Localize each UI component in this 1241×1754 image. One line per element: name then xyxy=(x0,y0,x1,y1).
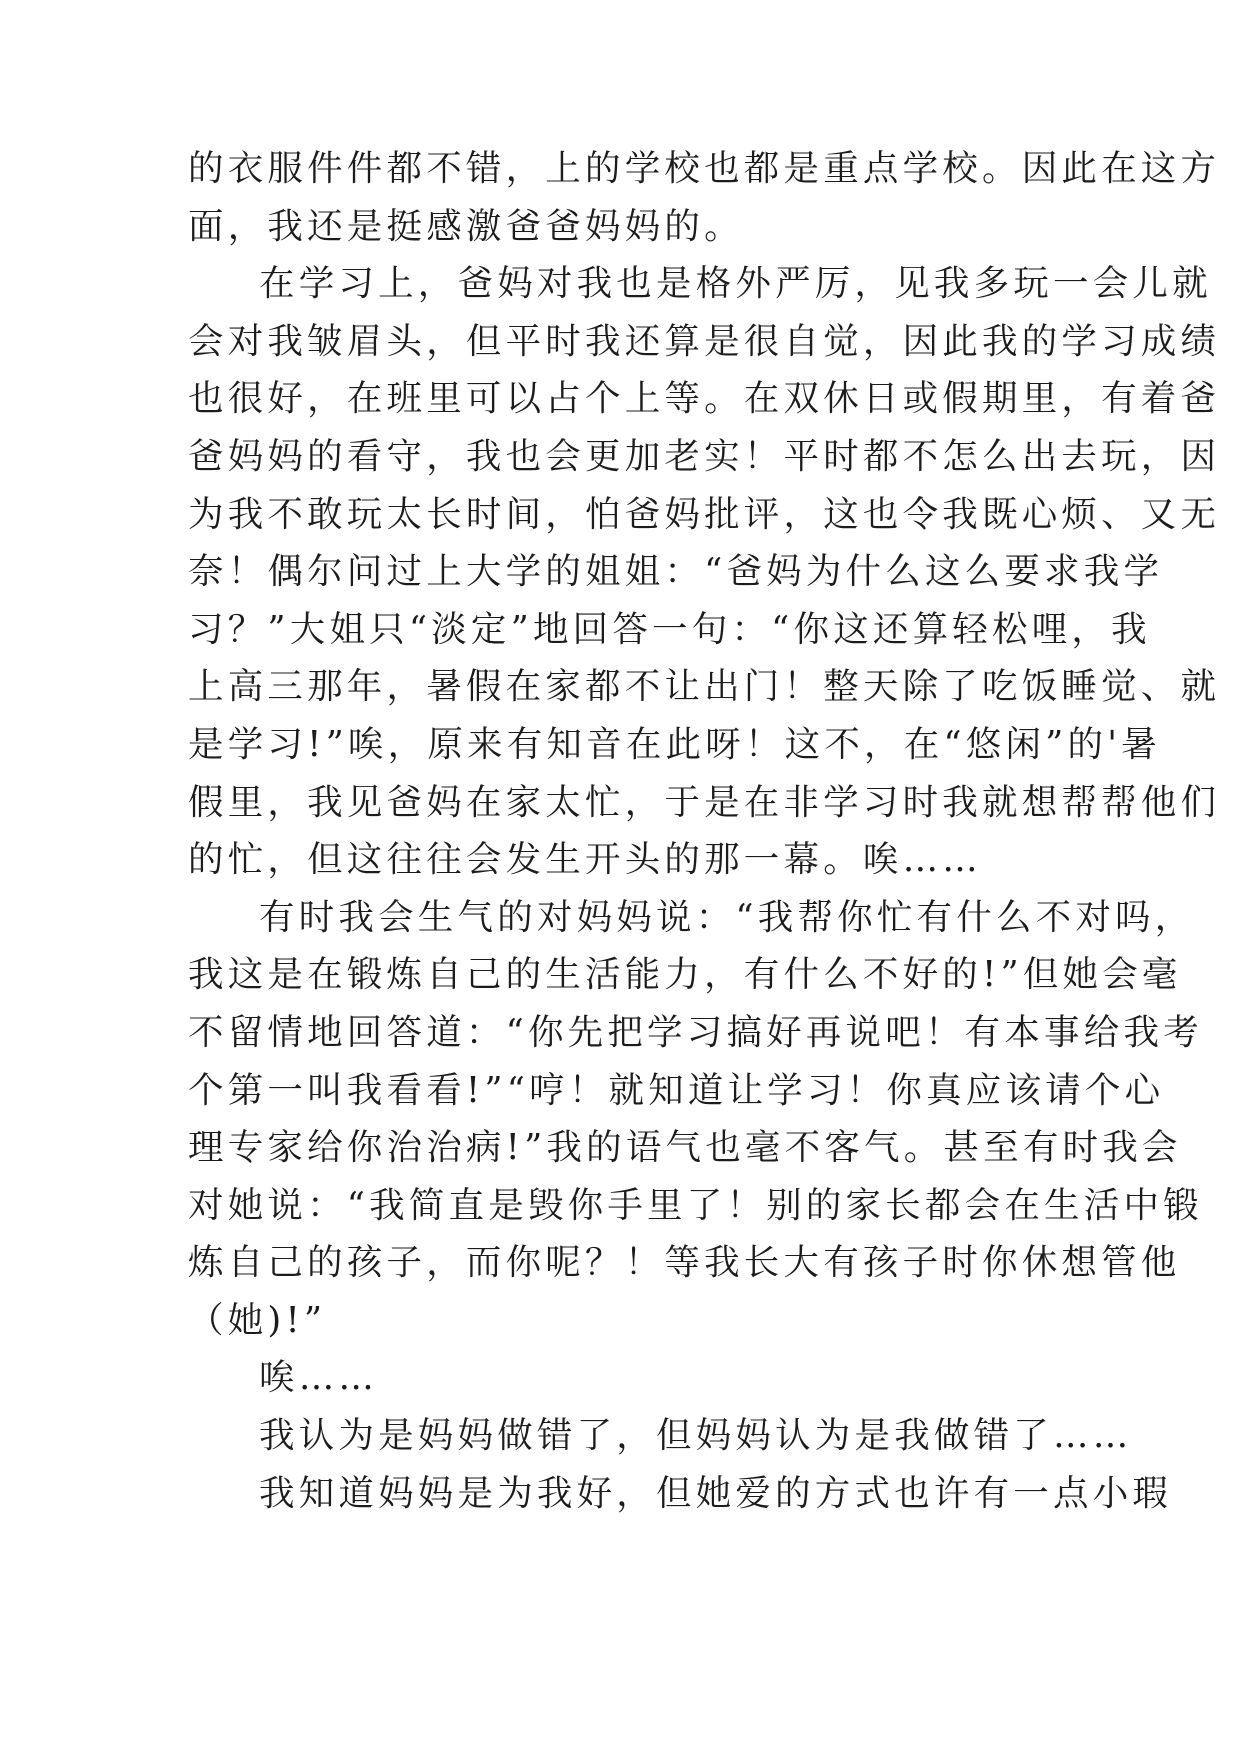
paragraph-start-line: 我知道妈妈是为我好，但她爱的方式也许有一点小瑕 xyxy=(259,1472,1173,1514)
text-line: 我这是在锻炼自己的生活能力，有什么不好的!”但她会毫 xyxy=(188,954,1182,996)
text-line: 对她说：“我简直是毁你手里了！别的家长都会在生活中锻 xyxy=(188,1184,1203,1226)
text-line: 为我不敢玩太长时间，怕爸妈批评，这也令我既心烦、又无 xyxy=(188,493,1221,535)
text-line: 个第一叫我看看!”“哼！就知道让学习！你真应该请个心 xyxy=(188,1069,1165,1111)
body-text xyxy=(188,140,1221,1522)
text-line: 的衣服件件都不错，上的学校也都是重点学校。因此在这方 xyxy=(188,148,1221,189)
text-line: 会对我皱眉头，但平时我还算是很自觉，因此我的学习成绩 xyxy=(188,320,1221,362)
paragraph-start-line: 唉…… xyxy=(259,1357,379,1399)
text-line: 奈！偶尔问过上大学的姐姐：“爸妈为什么这么要求我学 xyxy=(188,551,1164,593)
paragraph-start-line: 有时我会生气的对妈妈说：“我帮你忙有什么不对吗， xyxy=(259,896,1195,938)
text-line: 理专家给你治治病!”我的语气也毫不客气。甚至有时我会 xyxy=(188,1127,1182,1169)
text-line: 习？”大姐只“淡定”地回答一句：“你这还算轻松哩，我 xyxy=(188,608,1151,650)
text-line: 炼自己的孩子，而你呢？！等我长大有孩子时你休想管他 xyxy=(188,1242,1181,1284)
text-line: 上高三那年，暑假在家都不让出门！整天除了吃饭睡觉、就 xyxy=(188,666,1221,708)
text-line: 的忙，但这往往会发生开头的那一幕。唉…… xyxy=(188,839,983,881)
text-line: 爸妈妈的看守，我也会更加老实！平时都不怎么出去玩，因 xyxy=(188,435,1221,477)
paragraph-start-line: 我认为是妈妈做错了，但妈妈认为是我做错了…… xyxy=(259,1415,1133,1457)
text-line: （她)!” xyxy=(188,1299,327,1341)
text-line: 面，我还是挺感激爸爸妈妈的。 xyxy=(188,205,744,247)
text-line: 假里，我见爸妈在家太忙，于是在非学习时我就想帮帮他们 xyxy=(188,781,1221,823)
text-line: 也很好，在班里可以占个上等。在双休日或假期里，有着爸 xyxy=(188,378,1221,420)
text-line: 是学习!”唉，原来有知音在此呀！这不，在“悠闲”的'暑 xyxy=(188,723,1161,765)
text-line: 不留情地回答道：“你先把学习搞好再说吧！有本事给我考 xyxy=(188,1011,1203,1053)
paragraph-start-line: 在学习上，爸妈对我也是格外严厉，见我多玩一会儿就 xyxy=(259,263,1212,305)
